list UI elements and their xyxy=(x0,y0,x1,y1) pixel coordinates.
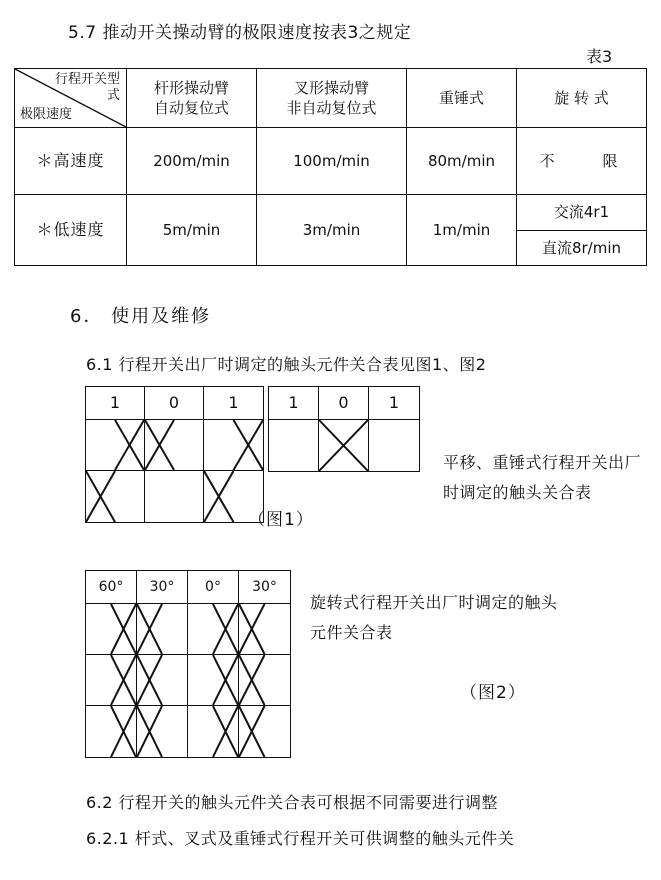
table-row-low-speed xyxy=(15,195,647,266)
grid-c-cell-r3c2 xyxy=(137,706,188,757)
section-heading-6-2-1: 6.2.1 杆式、叉式及重锤式行程开关可供调整的触头元件关 xyxy=(86,829,515,848)
grid-c-cell-r2c1 xyxy=(86,655,137,706)
grid-c-cell-r1c4 xyxy=(239,604,290,655)
table-row-high-speed xyxy=(15,128,647,195)
contact-grid-weight xyxy=(268,386,420,472)
grid-c-cell-r3c3 xyxy=(188,706,239,757)
grid-c-cell-r2c4 xyxy=(239,655,290,706)
grid-a-header-cell-3: 1 xyxy=(204,387,263,420)
contact-grid-rotary xyxy=(85,570,291,758)
grid-c-cell-r2c2 xyxy=(137,655,188,706)
col-header-rotary: 旋 转 式 xyxy=(517,69,647,128)
col-header-fork-nonauto: 叉形操动臂 非自动复位式 xyxy=(257,69,407,128)
section-heading-6-1: 6.1 行程开关出厂时调定的触头元件关合表见图1、图2 xyxy=(86,355,487,374)
grid-c-cell-r1c2 xyxy=(137,604,188,655)
grid-a-cell-r2c2 xyxy=(145,471,204,522)
grid-a-cell-r2c1 xyxy=(86,471,145,522)
row-label-low-speed: ＊低速度 xyxy=(15,195,127,266)
cell-low-fork: 3m/min xyxy=(257,195,407,266)
table3-caption: 表3 xyxy=(586,47,613,66)
grid-c-cell-r3c1 xyxy=(86,706,137,757)
grid-b-header-cell-3: 1 xyxy=(369,387,419,420)
grid-c-cell-r3c4 xyxy=(239,706,290,757)
cell-low-rotary xyxy=(517,195,647,266)
grid-c-header-cell-1: 60° xyxy=(86,571,137,604)
grid-a-header-cell-1: 1 xyxy=(86,387,145,420)
cell-low-rotary-ac: 交流4r1 xyxy=(517,195,646,230)
col-header-weight: 重锤式 xyxy=(407,69,517,128)
corner-label-top: 行程开关型 式 xyxy=(54,72,120,104)
grid-b-cell-r1c2 xyxy=(319,420,369,471)
cell-low-weight: 1m/min xyxy=(407,195,517,266)
grid-c-cell-r1c3 xyxy=(188,604,239,655)
figure-2-label: （图2） xyxy=(460,683,526,703)
row-label-high-speed: ＊高速度 xyxy=(15,128,127,195)
cell-high-rotary: 不 限 xyxy=(517,128,647,195)
grid-c-header-cell-4: 30° xyxy=(239,571,290,604)
table-corner-cell xyxy=(15,69,127,128)
grid-a-cell-r1c2 xyxy=(145,420,204,471)
side-note-translation: 平移、重锤式行程开关出厂时调定的触头关合表 xyxy=(443,453,642,502)
col-header-rod-auto: 杆形操动臂 自动复位式 xyxy=(127,69,257,128)
side-note-rotary: 旋转式行程开关出厂时调定的触头元件关合表 xyxy=(310,593,558,642)
cell-high-weight: 80m/min xyxy=(407,128,517,195)
grid-c-cell-r1c1 xyxy=(86,604,137,655)
grid-b-header-cell-2: 0 xyxy=(319,387,369,420)
grid-b-cell-r1c1 xyxy=(269,420,319,471)
table-row-header xyxy=(15,69,647,128)
grid-a-cell-r1c3 xyxy=(204,420,263,471)
section-heading-6: 6． 使用及维修 xyxy=(70,306,212,327)
section-heading-5-7: 5.7 推动开关操动臂的极限速度按表3之规定 xyxy=(68,23,412,43)
grid-c-cell-r2c3 xyxy=(188,655,239,706)
table-limit-speed xyxy=(14,68,647,266)
grid-a-cell-r1c1 xyxy=(86,420,145,471)
grid-a-header-cell-2: 0 xyxy=(145,387,204,420)
grid-b-cell-r1c3 xyxy=(369,420,419,471)
figure-1-label: （图1） xyxy=(248,510,314,530)
cell-high-fork: 100m/min xyxy=(257,128,407,195)
grid-c-header-cell-2: 30° xyxy=(137,571,188,604)
corner-label-bottom: 极限速度 xyxy=(20,107,73,123)
grid-b-header-cell-1: 1 xyxy=(269,387,319,420)
section-heading-6-2: 6.2 行程开关的触头元件关合表可根据不同需要进行调整 xyxy=(86,793,499,812)
cell-low-rod: 5m/min xyxy=(127,195,257,266)
grid-c-header-cell-3: 0° xyxy=(188,571,239,604)
cell-high-rod: 200m/min xyxy=(127,128,257,195)
cell-low-rotary-dc: 直流8r/min xyxy=(541,238,622,257)
contact-grid-translation xyxy=(85,386,264,523)
